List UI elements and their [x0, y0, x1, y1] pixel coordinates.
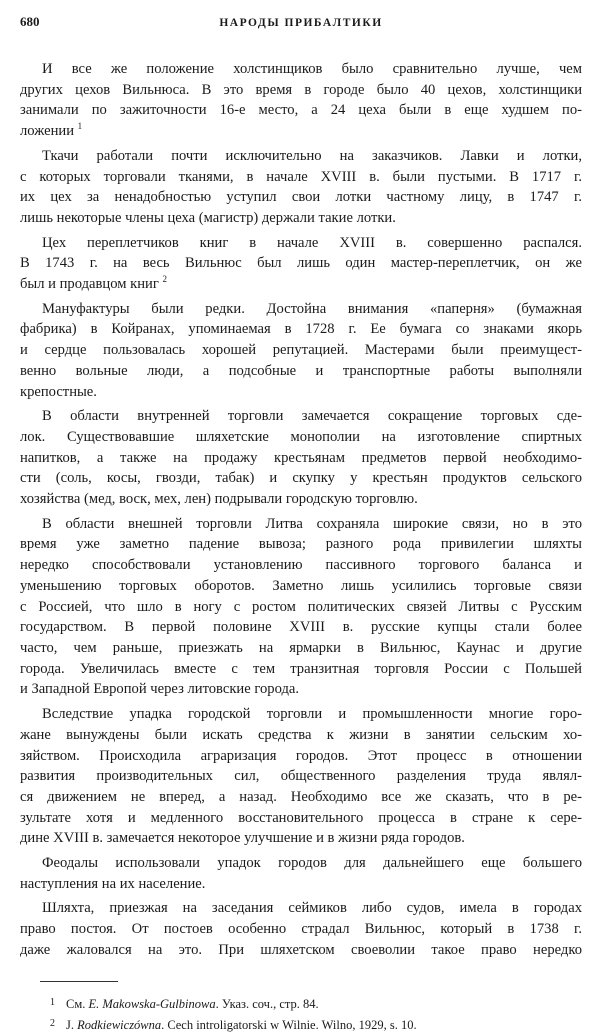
text-line: [20, 233, 582, 254]
footnote-citation: . Указ. соч., стр. 84.: [215, 996, 319, 1011]
text-line: [20, 253, 582, 274]
line-text: зультате хотя и медленного восстановительного процесса в стране к сере-: [20, 809, 582, 826]
line-text: жане вынуждены были искать средства к жизни в занятии сельским хо-: [20, 726, 582, 743]
text-line: [20, 208, 582, 229]
line-text: дине XVIII в. замечается некоторое улучшение и в жизни ряда городов.: [20, 830, 465, 847]
line-text: Цех переплетчиков книг в начале XVIII в. совершенно распался.: [42, 234, 582, 251]
text-line: [20, 468, 582, 489]
text-line: [20, 534, 582, 555]
text-line: [20, 679, 582, 700]
line-text: Шляхта, приезжая на заседания сеймиков либо судов, имела в городах: [42, 900, 582, 917]
line-text: напитков, а также на продажу крестьянам предметов первой необходимо-: [20, 449, 582, 466]
line-text: ся движением не вперед, а назад. Необходимо все же сказать, что в ре-: [20, 788, 582, 805]
text-line: [20, 898, 582, 919]
line-text: фабрика) в Койранах, упоминаемая в 1728 г. Ее бумага со знаками якорь: [20, 321, 582, 338]
text-line: [20, 187, 582, 208]
text-line: [20, 555, 582, 576]
text-line: [20, 746, 582, 767]
line-text: уменьшению торговых оборотов. Заметно лишь усилились торговые связи: [20, 577, 582, 594]
text-line: [20, 659, 582, 680]
text-line: [20, 340, 582, 361]
line-text: Ткачи работали почти исключительно на заказчиков. Лавки и лотки,: [42, 147, 582, 164]
line-text: Мануфактуры были редки. Достойна внимания «паперня» (бумажная: [42, 300, 582, 317]
paragraph: [20, 59, 582, 142]
text-line: [20, 787, 582, 808]
text-line: [20, 361, 582, 382]
line-text: их цех за ненадобностью уступил свои лотки частному лицу, в 1747 г.: [20, 189, 582, 206]
footnote-reference[interactable]: 2: [162, 274, 167, 285]
footnote-divider: [40, 981, 118, 982]
line-text: других цехов Вильнюса. В это время в городе было 40 цехов, холстинщики: [20, 81, 582, 98]
line-text: И все же положение холстинщиков было сравнительно лучше, чем: [42, 61, 582, 77]
paragraph: [20, 233, 582, 295]
line-text: нередко способствовали установлению пассивного торгового баланса и: [20, 557, 582, 574]
line-text: даже жаловался на это. При шляхетском своеволии такое право нередко: [20, 941, 582, 958]
line-text: В области внешней торговли Литва сохраняла широкие связи, но в это: [42, 515, 582, 532]
text-line: [20, 940, 582, 961]
text-line: [20, 299, 582, 320]
text-line: [20, 146, 582, 167]
footnote-prefix: См.: [66, 996, 89, 1011]
footnotes: [20, 993, 582, 1035]
line-text: ложении: [20, 123, 75, 140]
paragraph: [20, 299, 582, 403]
text-line: [20, 828, 582, 849]
line-text: крепостные.: [20, 383, 97, 400]
text-line: [20, 638, 582, 659]
line-text: с Россией, что шло в ногу с ростом политических связей Литвы с Русским: [20, 598, 582, 615]
text-line: [20, 59, 582, 80]
footnote-citation: . Cech introligatorski w Wilnie. Wilno, 1929, s. 10.: [161, 1017, 417, 1032]
line-text: города. Увеличилась вместе с тем транзитная торговля России с Польшей: [20, 660, 582, 677]
line-text: был и продавцом книг: [20, 276, 159, 293]
text-line: [20, 919, 582, 940]
line-text: В области внутренней торговли замечается сокращение торговых сде-: [42, 408, 582, 425]
text-line: [20, 617, 582, 638]
text-line: [20, 808, 582, 829]
line-text: с которых торговали тканями, в начале XVIII в. были пустыми. В 1717 г.: [20, 168, 582, 185]
paragraph: [20, 853, 582, 894]
text-line: [20, 448, 582, 469]
line-text: занимали по зажиточности 16-е место, а 24 цеха были в еще худшем по-: [20, 102, 582, 119]
text-line: [20, 382, 582, 403]
line-text: наступления на их население.: [20, 875, 206, 892]
line-text: государством. В первой половине XVIII в. русские купцы стали более: [20, 619, 582, 636]
line-text: венно вольные люди, а подсобные и транспортные работы выполняли: [20, 362, 582, 379]
page-number: 680: [20, 14, 40, 29]
paragraph: [20, 406, 582, 510]
text-line: [20, 725, 582, 746]
text-line: [20, 100, 582, 121]
line-text: В 1743 г. на весь Вильнюс был лишь один мастер-переплетчик, он же: [20, 255, 582, 272]
footnote-author: Rodkiewiczówna: [77, 1017, 162, 1032]
footnote: [50, 1014, 582, 1035]
line-text: часто, чем раньше, приезжать на ярмарки в Вильнюс, Каунас и другие: [20, 639, 582, 656]
line-text: и сердце пользовалась хорошей репутацией. Мастерами были преимущест-: [20, 342, 582, 359]
line-text: хозяйства (мед, воск, мех, лен) подрывали городскую торговлю.: [20, 491, 418, 508]
footnote: [50, 993, 582, 1014]
text-line: [20, 489, 582, 510]
footnote-author: E. Makowska-Gulbinowa: [88, 996, 216, 1011]
line-text: зяйством. Происходила аграризация городов. Этот процесс в отношении: [20, 747, 582, 764]
body-text: [20, 59, 582, 961]
text-line: [20, 874, 582, 895]
line-text: сти (соль, косы, гвозди, табак) и скупку у крестьян продуктов сельского: [20, 470, 582, 487]
paragraph: [20, 146, 582, 229]
footnote-number: 1: [50, 996, 55, 1008]
line-text: Вследствие упадка городской торговли и промышленности многие горо-: [42, 706, 582, 723]
text-line: [20, 766, 582, 787]
text-line: [20, 514, 582, 535]
text-line: [20, 274, 582, 295]
text-line: [20, 704, 582, 725]
paragraph: [20, 514, 582, 700]
line-text: право постоя. От постоев особенно страдал Вильнюс, который в 1738 г.: [20, 921, 582, 938]
text-line: [20, 597, 582, 618]
line-text: лишь некоторые члены цеха (магистр) держали такие лотки.: [20, 209, 396, 226]
line-text: Феодалы использовали упадок городов для дальнейшего еще большего: [42, 855, 582, 872]
footnote-number: 2: [50, 1017, 55, 1029]
page-header: [20, 14, 582, 32]
text-line: [20, 406, 582, 427]
paragraph: [20, 704, 582, 849]
text-line: [20, 319, 582, 340]
text-line: [20, 427, 582, 448]
line-text: лок. Существовавшие шляхетские монополии на изготовление спиртных: [20, 428, 582, 445]
text-line: [20, 576, 582, 597]
text-line: [20, 80, 582, 101]
footnote-prefix: J.: [66, 1017, 78, 1032]
paragraph: [20, 898, 582, 960]
line-text: развития производительных сил, общественного разделения труда являл-: [20, 768, 582, 785]
footnote-reference[interactable]: 1: [77, 121, 83, 132]
text-line: [20, 167, 582, 188]
running-title: НАРОДЫ ПРИБАЛТИКИ: [219, 17, 383, 29]
text-line: [20, 121, 582, 142]
line-text: и Западной Европой через литовские города.: [20, 681, 300, 698]
line-text: время уже заметно падение вывоза; разного рода привилегии шляхты: [20, 536, 582, 553]
text-line: [20, 853, 582, 874]
